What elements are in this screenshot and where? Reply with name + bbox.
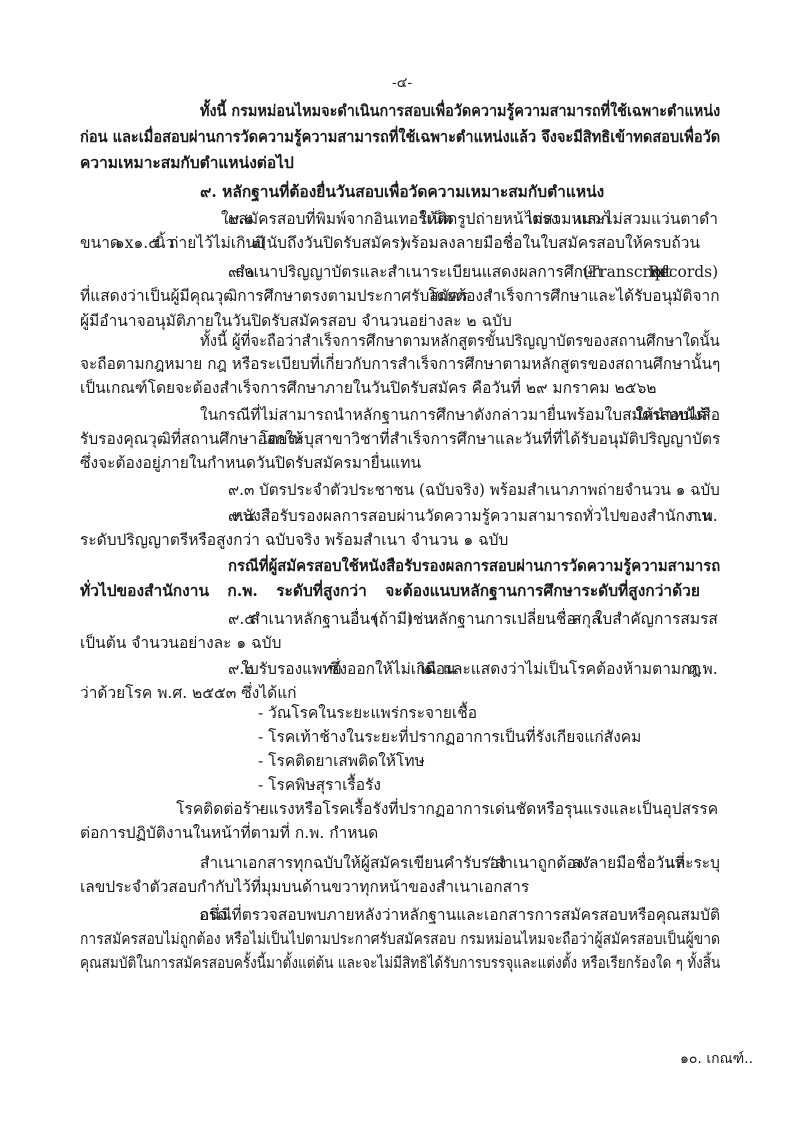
text-line: เป็นต้น จำนวนอย่างละ ๑ ฉบับ [80,634,282,652]
text-line: ๙.๑ ใบสมัครสอบที่พิมพ์จากอินเทอร์เน็ต ให้ติดรูปถ่ายหน้าตรง ไม่สวมหมวก และไม่สวมแว่นตาดำ [228,210,718,228]
text-line: - โรคติดต่อร้ายแรงหรือโรคเรื้อรังที่ปรากฏอาการเด่นชัดหรือรุนแรงและเป็นอุปสรรค [258,800,719,818]
text-line: ว่าด้วยโรค พ.ศ. ๒๕๕๓ ซึ่งได้แก่ [80,684,297,702]
text-line: การสมัครสอบไม่ถูกต้อง หรือไม่เป็นไปตามประกาศรับสมัครสอบ กรมหม่อนไหมจะถือว่าผู้สมัครสอบเป็นผู้ขาด [80,930,720,948]
text-line: ในกรณีที่ไม่สามารถนำหลักฐานการศึกษาดังกล่าวมายื่นพร้อมใบสมัครสอบได้ ให้นำหนังสือ [200,406,721,424]
text-line: ผู้มีอำนาจอนุมัติภายในวันปิดรับสมัครสอบ จำนวนอย่างละ ๒ ฉบับ [80,312,512,330]
text-line: - โรคติดยาเสพติดให้โทษ [258,752,425,770]
text-line: ขนาด ๑x๑.๕ นิ้ว ถ่ายไว้ไม่เกิน ๑ ปี (นับถึงวันปิดรับสมัคร) พร้อมลงลายมือชื่อในใบสมัครสอบให้ครบถ้วน [80,234,701,252]
text-line: สำเนาเอกสารทุกฉบับให้ผู้สมัครเขียนคำรับรอง “สำเนาถูกต้อง” ลงลายมือชื่อวันที่ และระบุ [200,854,720,872]
text-line: - โรคเท้าช้างในระยะที่ปรากฏอาการเป็นที่รังเกียจแก่สังคม [258,728,642,746]
text-line: กรณีที่ผู้สมัครสอบใช้หนังสือรับรองผลการสอบผ่านการวัดความรู้ความสามารถ [228,556,721,575]
continuation-footer: ๑๐. เกณฑ์.. [680,1051,754,1067]
text-line: - วัณโรคในระยะแพร่กระจายเชื้อ [258,704,478,722]
text-line: จะถือตามกฎหมาย กฎ หรือระเบียบที่เกี่ยวกับการสำเร็จการศึกษาตามหลักสูตรของสถานศึกษานั้นๆ [80,355,721,373]
text-line: ทั่วไปของสำนักงาน ก.พ. ระดับที่สูงกว่า จะต้องแนบหลักฐานการศึกษาระดับที่สูงกว่าด้วย [80,581,700,600]
text-line: - โรคพิษสุราเรื้อรัง [258,776,381,794]
text-line: ๙. หลักฐานที่ต้องยื่นวันสอบเพื่อวัดความเหมาะสมกับตำแหน่ง [200,182,605,201]
text-line: ระดับปริญญาตรีหรือสูงกว่า ฉบับจริง พร้อมสำเนา จำนวน ๑ ฉบับ [80,531,509,549]
text-line: ทั้งนี้ ผู้ที่จะถือว่าสำเร็จการศึกษาตามหลักสูตรขั้นปริญญาบัตรของสถานศึกษาใดนั้น [200,332,720,350]
text-line: ต่อการปฏิบัติงานในหน้าที่ตามที่ ก.พ. กำหนด [80,824,379,842]
text-line: เลขประจำตัวสอบกำกับไว้ที่มุมบนด้านขวาทุกหน้าของสำเนาเอกสาร [80,878,530,896]
text-line: รับรองคุณวุฒิที่สถานศึกษาออกให้ โดยระบุสาขาวิชาที่สำเร็จการศึกษาและวันที่ที่ได้รับอนุมัติปริญญาบัตร [80,430,721,448]
text-line: อนึ่ง กรณีที่ตรวจสอบพบภายหลังว่าหลักฐานและเอกสารการสมัครสอบหรือคุณสมบัติ [200,906,721,924]
text-line: ทั้งนี้ กรมหม่อนไหมจะดำเนินการสอบเพื่อวัดความรู้ความสามารถที่ใช้เฉพาะตำแหน่ง [200,101,721,120]
text-line: ความเหมาะสมกับตำแหน่งต่อไป [80,153,294,172]
page-number: -๔- [392,75,413,91]
text-line: ซึ่งจะต้องอยู่ภายในกำหนดวันปิดรับสมัครมายื่นแทน [80,454,422,472]
text-line: ก่อน และเมื่อสอบผ่านการวัดความรู้ความสามารถที่ใช้เฉพาะตำแหน่งแล้ว จึงจะมีสิทธิเข้าทดสอบเพื่อวัด [80,127,721,146]
text-line: ๙.๓ บัตรประจำตัวประชาชน (ฉบับจริง) พร้อมสำเนาภาพถ่ายจำนวน ๑ ฉบับ [228,481,720,499]
text-line: ๙.๔ หนังสือรับรองผลการสอบผ่านวัดความรู้ความสามารถทั่วไปของสำนักงาน ก.พ. [228,507,718,525]
text-line: ที่แสดงว่าเป็นผู้มีคุณวุฒิการศึกษาตรงตามประกาศรับสมัคร โดยต้องสำเร็จการศึกษาและได้รับอนุมัติจาก [80,287,720,305]
text-line: ๙.๖ ใบรับรองแพทย์ ซึ่งออกให้ไม่เกิน ๑ เดือน และแสดงว่าไม่เป็นโรคต้องห้ามตามกฎ ก.พ. [228,660,718,678]
text-line: คุณสมบัติในการสมัครสอบครั้งนี้มาตั้งแต่ต้น และจะไม่มีสิทธิได้รับการบรรจุและแต่งตั้ง หรือเรียกร้องใด ๆ ทั้งสิ้น [80,954,721,972]
text-line: ๙.๒ สำเนาปริญญาบัตรและสำเนาระเบียนแสดงผลการศึกษา (Transcript of Records) [228,263,719,281]
text-line: เป็นเกณฑ์โดยจะต้องสำเร็จการศึกษาภายในวันปิดรับสมัคร คือวันที่ ๒๙ มกราคม ๒๕๖๒ [80,379,657,397]
text-line: ๙.๕ สำเนาหลักฐานอื่นๆ (ถ้ามี) เช่น หลักฐานการเปลี่ยนชื่อ – สกุล ใบสำคัญการสมรส [228,610,718,628]
